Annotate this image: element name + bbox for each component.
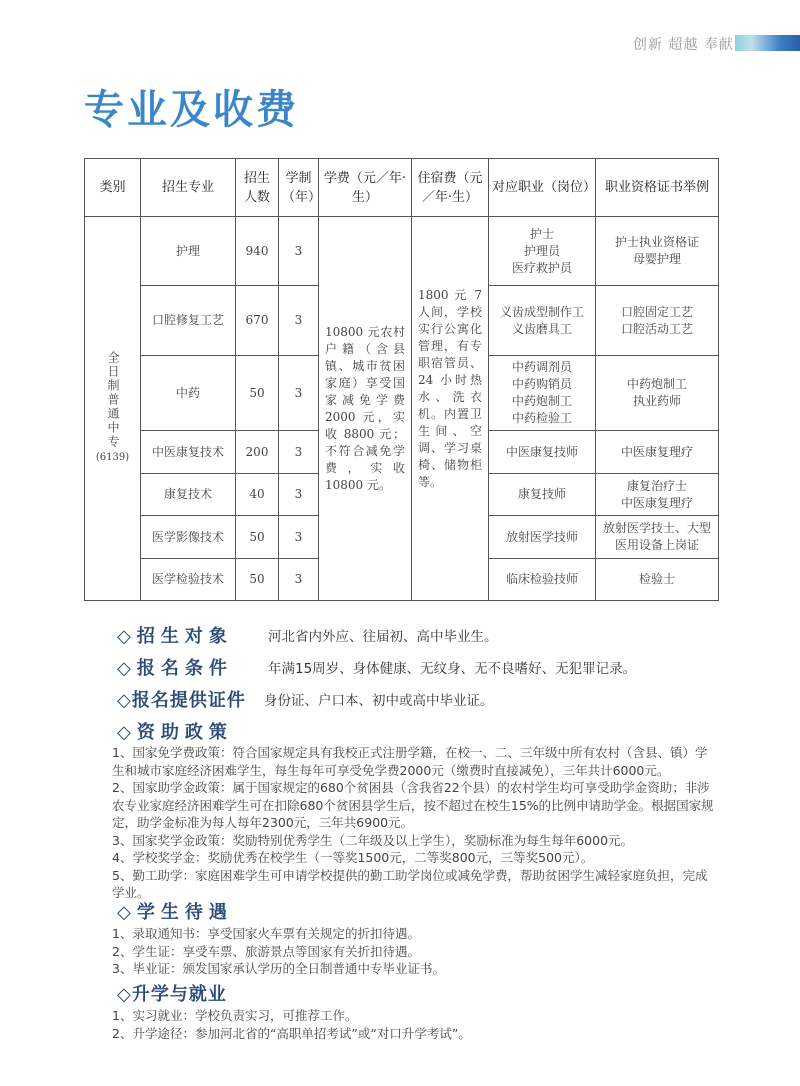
target-text: 河北省内外应、往届初、高中毕业生。 bbox=[268, 629, 498, 645]
category-code: (6139) bbox=[95, 452, 130, 463]
study-years: 3 bbox=[279, 217, 319, 286]
category-cell bbox=[85, 217, 141, 601]
enroll-count: 40 bbox=[236, 474, 279, 516]
jobs-cell: 临床检验技师 bbox=[489, 559, 596, 601]
list-item: 2、国家助学金政策：属于国家规定的680个贫困县（含我省22个县）的农村学生均可享受助学金资助；非涉农专业家庭经济困难学生可在扣除680个贫困县学生后，按不超过在校生15%的比例申请助学金。根据国家规定，助学金标准为每人每年2300元，三年共6900元。 bbox=[112, 780, 714, 830]
jobs-cell: 放射医学技师 bbox=[489, 516, 596, 559]
list-item: 2、学生证：享受车票、旅游景点等国家有关折扣待遇。 bbox=[112, 943, 420, 959]
majors-fee-table bbox=[84, 158, 719, 601]
list-item: 3、国家奖学金政策：奖励特别优秀学生（二年级及以上学生），奖励标准为每生每年6000元。 bbox=[112, 832, 634, 848]
major-name: 医学影像技术 bbox=[141, 516, 236, 559]
list-item: 1、录取通知书：享受国家火车票有关规定的折扣待遇。 bbox=[112, 926, 420, 941]
slogan: 创新 超越 奉献 bbox=[633, 37, 734, 53]
certs-cell: 康复治疗士 中医康复理疗 bbox=[596, 474, 719, 516]
jobs-cell: 中药调剂员 中药购销员 中药炮制工 中药检验工 bbox=[489, 356, 596, 431]
major-name: 口腔修复工艺 bbox=[141, 286, 236, 356]
list-item: 4、学校奖学金：奖励优秀在校学生（一等奖1500元，二等奖800元，三等奖500元）。 bbox=[112, 850, 594, 865]
table-header: 类别 bbox=[85, 159, 141, 217]
tuition-cell: 10800 元农村户籍（含县镇、城市贫困家庭）享受国家减免学费 2000 元，实收 8800 元；不符合减免学费，实收 10800 元。 bbox=[319, 217, 412, 601]
enroll-count: 50 bbox=[236, 356, 279, 431]
major-name: 医学检验技术 bbox=[141, 559, 236, 601]
table-row bbox=[85, 217, 719, 286]
table-header: 住宿费（元／年·生） bbox=[412, 159, 489, 217]
enroll-count: 50 bbox=[236, 559, 279, 601]
jobs-cell: 护士 护理员 医疗救护员 bbox=[489, 217, 596, 286]
enroll-count: 940 bbox=[236, 217, 279, 286]
heading-target: ◇招生对象 bbox=[117, 626, 233, 647]
certs-cell: 放射医学技士、大型医用设备上岗证 bbox=[596, 516, 719, 559]
study-years: 3 bbox=[279, 431, 319, 474]
study-years: 3 bbox=[279, 516, 319, 559]
list-item: 3、毕业证：颁发国家承认学历的全日制普通中专毕业证书。 bbox=[112, 961, 445, 976]
conditions-text: 年满15周岁、身体健康、无纹身、无不良嗜好、无犯罪记录。 bbox=[268, 661, 637, 677]
table-header-row bbox=[85, 159, 719, 217]
table-header: 职业资格证书举例 bbox=[596, 159, 719, 217]
enroll-count: 50 bbox=[236, 516, 279, 559]
page-title: 专业及收费 bbox=[84, 87, 299, 133]
major-name: 中药 bbox=[141, 356, 236, 431]
list-item: 1、实习就业：学校负责实习，可推荐工作。 bbox=[112, 1008, 358, 1023]
table-header: 学制（年） bbox=[279, 159, 319, 217]
study-years: 3 bbox=[279, 356, 319, 431]
benefits-list bbox=[112, 925, 718, 978]
study-years: 3 bbox=[279, 559, 319, 601]
dorm-fee-cell: 1800 元 7 人间，学校实行公寓化管理，有专职宿管员、24 小时热水、洗衣机。内置卫生间、空调、学习桌椅、储物柜等。 bbox=[412, 217, 489, 601]
header-gradient-bar bbox=[735, 35, 800, 51]
heading-career: ◇升学与就业 bbox=[117, 984, 227, 1005]
certs-cell: 护士执业资格证 母婴护理 bbox=[596, 217, 719, 286]
certs-cell: 检验士 bbox=[596, 559, 719, 601]
heading-documents: ◇报名提供证件 bbox=[117, 690, 246, 711]
table-header: 招生专业 bbox=[141, 159, 236, 217]
enroll-count: 670 bbox=[236, 286, 279, 356]
jobs-cell: 康复技师 bbox=[489, 474, 596, 516]
jobs-cell: 中医康复技师 bbox=[489, 431, 596, 474]
jobs-cell: 义齿成型制作工 义齿磨具工 bbox=[489, 286, 596, 356]
major-name: 康复技术 bbox=[141, 474, 236, 516]
documents-text: 身份证、户口本、初中或高中毕业证。 bbox=[264, 693, 494, 709]
study-years: 3 bbox=[279, 474, 319, 516]
certs-cell: 口腔固定工艺 口腔活动工艺 bbox=[596, 286, 719, 356]
table-header: 学费（元／年·生） bbox=[319, 159, 412, 217]
table-header: 对应职业（岗位） bbox=[489, 159, 596, 217]
table-header: 招生人数 bbox=[236, 159, 279, 217]
heading-benefits: ◇学生待遇 bbox=[117, 902, 233, 923]
enroll-count: 200 bbox=[236, 431, 279, 474]
aid-policy-list bbox=[112, 744, 718, 902]
list-item: 2、升学途径：参加河北省的“高职单招考试”或“对口升学考试”。 bbox=[112, 1025, 471, 1041]
certs-cell: 中药炮制工 执业药师 bbox=[596, 356, 719, 431]
certs-cell: 中医康复理疗 bbox=[596, 431, 719, 474]
major-name: 中医康复技术 bbox=[141, 431, 236, 474]
category-name: 全日制普通中专 bbox=[106, 351, 120, 449]
heading-conditions: ◇报名条件 bbox=[117, 658, 233, 679]
list-item: 5、勤工助学：家庭困难学生可申请学校提供的勤工助学岗位或减免学费，帮助贫困学生减轻家庭负担，完成学业。 bbox=[112, 867, 708, 900]
study-years: 3 bbox=[279, 286, 319, 356]
career-list bbox=[112, 1007, 718, 1042]
list-item: 1、国家免学费政策：符合国家规定具有我校正式注册学籍，在校一、二、三年级中所有农村（含县、镇）学生和城市家庭经济困难学生，每生每年可享受免学费2000元（缴费时直接减免），三年共计6000元。 bbox=[112, 745, 708, 778]
major-name: 护理 bbox=[141, 217, 236, 286]
heading-aid: ◇资助政策 bbox=[117, 722, 233, 743]
